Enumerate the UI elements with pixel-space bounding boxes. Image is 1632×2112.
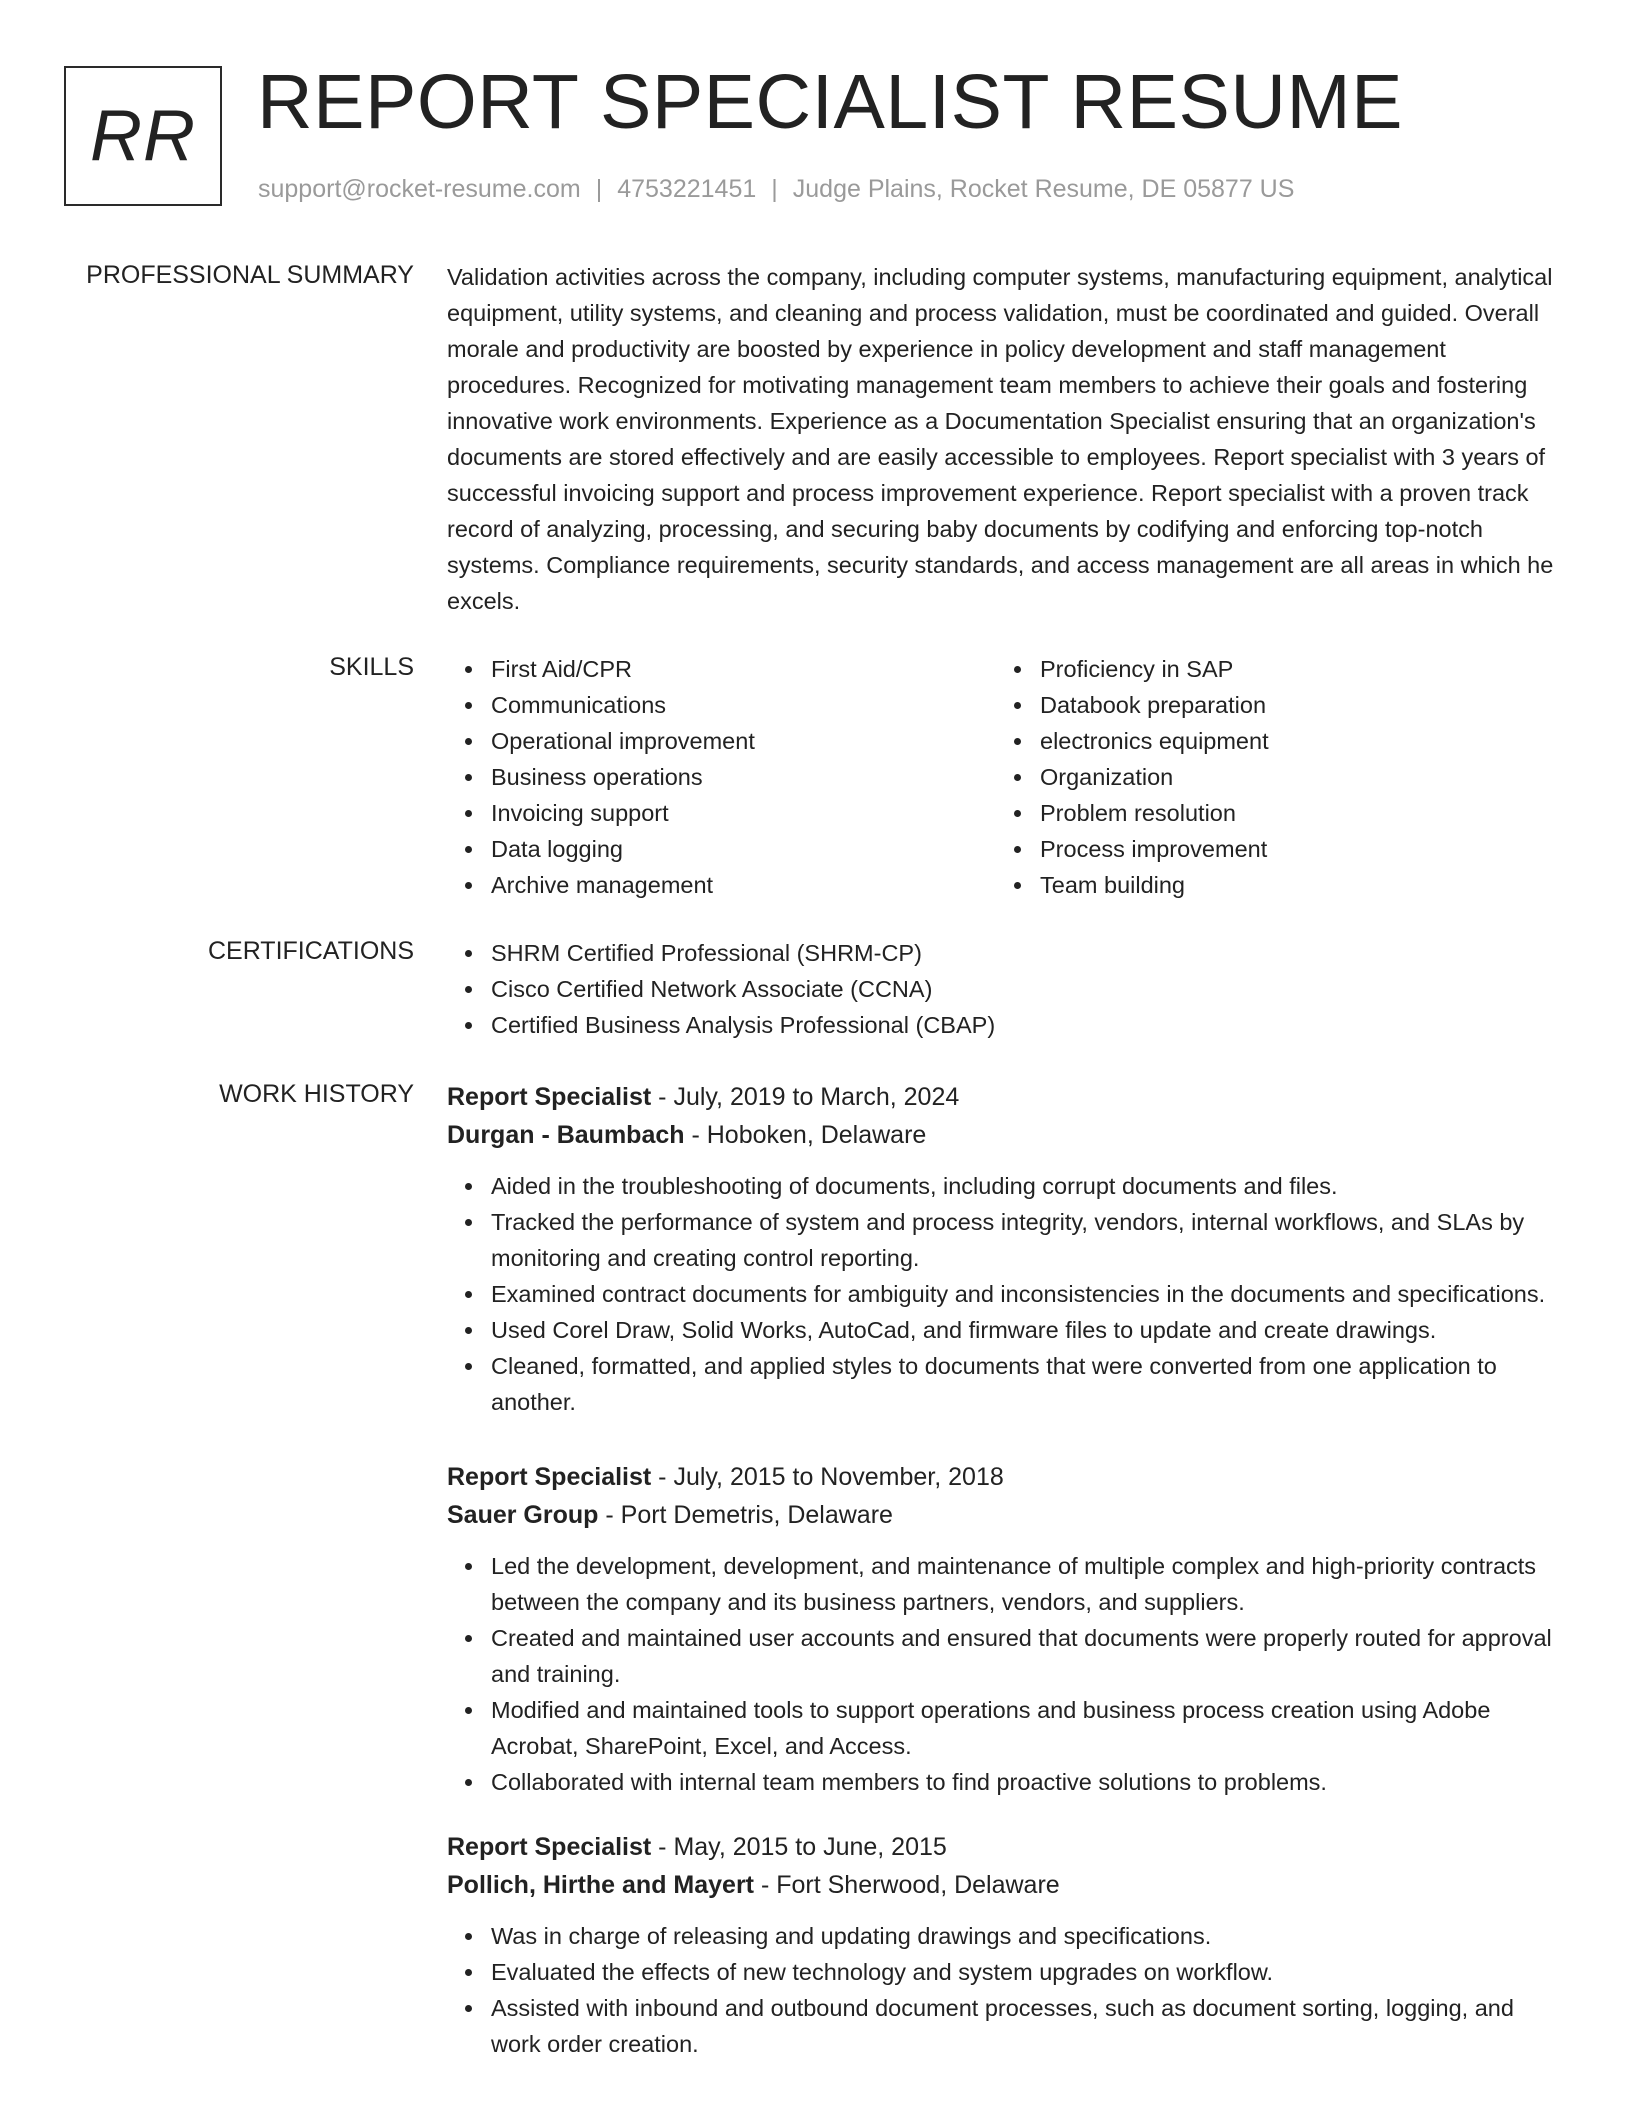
section-label-skills: SKILLS: [329, 653, 414, 681]
job-bullet: Tracked the performance of system and process integrity, vendors, internal workflows, and SLAs by monitoring and creating control reporting.: [491, 1204, 1562, 1276]
skill-item: Proficiency in SAP: [1040, 651, 1545, 687]
summary-text: Validation activities across the company, including computer systems, manufacturing equipment, analytical equipment, utility systems, and cleaning and process validation, must be coordinated and guided. Overall morale and productivity are boosted by experience in policy development and staff management procedures. Recognized for motivating management team members to achieve their goals and fostering innovative work environments. Experience as a Documentation Specialist ensuring that an organization's documents are stored effectively and are easily accessible to employees. Report specialist with 3 years of successful invoicing support and process improvement experience. Report specialist with a proven track record of analyzing, processing, and securing baby documents by codifying and enforcing top-notch systems. Compliance requirements, security standards, and access management are all areas in which he excels.: [447, 264, 1554, 614]
job-bullet: Aided in the troubleshooting of documents, including corrupt documents and files.: [491, 1168, 1562, 1204]
job-entry: [447, 1828, 1562, 2062]
job-bullet: Led the development, development, and maintenance of multiple complex and high-priority contracts between the company and its business partners, vendors, and suppliers.: [491, 1548, 1562, 1620]
certification-item: SHRM Certified Professional (SHRM-CP): [491, 935, 1562, 971]
job-bullets: [447, 1548, 1562, 1800]
job-bullet: Was in charge of releasing and updating drawings and specifications.: [491, 1918, 1562, 1954]
job-title-line: [447, 1078, 1562, 1116]
skill-item: Archive management: [491, 867, 996, 903]
section-label-summary: PROFESSIONAL SUMMARY: [86, 261, 414, 289]
section-label-certifications: CERTIFICATIONS: [207, 937, 414, 965]
job-title-line: [447, 1458, 1562, 1496]
job-bullet: Modified and maintained tools to support operations and business process creation using Adobe Acrobat, SharePoint, Excel, and Access.: [491, 1692, 1562, 1764]
job-bullet: Assisted with inbound and outbound document processes, such as document sorting, logging, and work order creation.: [491, 1990, 1562, 2062]
certifications-body: [447, 935, 1562, 1043]
job-title: Report Specialist: [447, 1833, 652, 1861]
job-title: Report Specialist: [447, 1083, 652, 1111]
job-title: Report Specialist: [447, 1463, 652, 1491]
contact-separator: |: [771, 175, 778, 203]
job-entry: [447, 1078, 1562, 1420]
job-dates: - July, 2015 to November, 2018: [651, 1463, 1004, 1491]
skill-item: Organization: [1040, 759, 1545, 795]
job-company-line: [447, 1866, 1562, 1904]
certification-item: Cisco Certified Network Associate (CCNA): [491, 971, 1562, 1007]
skills-body: [447, 651, 1562, 903]
contact-line: [258, 174, 1294, 204]
job-company: Pollich, Hirthe and Mayert: [447, 1871, 755, 1899]
certifications-list: [447, 935, 1562, 1043]
monogram-initials: RR: [90, 96, 196, 176]
skill-item: Communications: [491, 687, 996, 723]
job-company: Sauer Group: [447, 1501, 599, 1529]
job-bullet: Collaborated with internal team members to find proactive solutions to problems.: [491, 1764, 1562, 1800]
skill-item: Invoicing support: [491, 795, 996, 831]
work-history-body: [447, 1078, 1562, 2082]
skill-item: Operational improvement: [491, 723, 996, 759]
job-dates: - May, 2015 to June, 2015: [651, 1833, 947, 1861]
job-title-line: [447, 1828, 1562, 1866]
job-bullets: [447, 1918, 1562, 2062]
skills-list-left: [447, 651, 996, 903]
monogram-logo: [64, 66, 222, 206]
section-label-work-history: WORK HISTORY: [219, 1080, 414, 1108]
job-company: Durgan - Baumbach: [447, 1121, 685, 1149]
job-bullet: Examined contract documents for ambiguity and inconsistencies in the documents and specifications.: [491, 1276, 1562, 1312]
certification-item: Certified Business Analysis Professional (CBAP): [491, 1007, 1562, 1043]
skill-item: Team building: [1040, 867, 1545, 903]
job-dates: - July, 2019 to March, 2024: [651, 1083, 960, 1111]
job-bullet: Used Corel Draw, Solid Works, AutoCad, and firmware files to update and create drawings.: [491, 1312, 1562, 1348]
contact-email: support@rocket-resume.com: [258, 175, 581, 203]
job-location: - Fort Sherwood, Delaware: [754, 1871, 1060, 1899]
skill-item: Data logging: [491, 831, 996, 867]
contact-address: Judge Plains, Rocket Resume, DE 05877 US: [792, 175, 1295, 203]
skill-item: Business operations: [491, 759, 996, 795]
contact-phone: 4753221451: [617, 175, 757, 203]
resume-title: REPORT SPECIALIST RESUME: [257, 59, 1403, 145]
job-location: - Port Demetris, Delaware: [598, 1501, 893, 1529]
skill-item: Databook preparation: [1040, 687, 1545, 723]
contact-separator: |: [595, 175, 603, 203]
job-location: - Hoboken, Delaware: [684, 1121, 927, 1149]
job-company-line: [447, 1116, 1562, 1154]
job-entry: [447, 1458, 1562, 1800]
skill-item: electronics equipment: [1040, 723, 1545, 759]
skill-item: Process improvement: [1040, 831, 1545, 867]
job-bullet: Evaluated the effects of new technology and system upgrades on workflow.: [491, 1954, 1562, 1990]
skill-item: First Aid/CPR: [491, 651, 996, 687]
job-bullet: Cleaned, formatted, and applied styles to documents that were converted from one application to another.: [491, 1348, 1562, 1420]
job-bullet: Created and maintained user accounts and ensured that documents were properly routed for approval and training.: [491, 1620, 1562, 1692]
job-company-line: [447, 1496, 1562, 1534]
job-bullets: [447, 1168, 1562, 1420]
skill-item: Problem resolution: [1040, 795, 1545, 831]
skills-list-right: [996, 651, 1545, 903]
summary-body: [447, 259, 1562, 619]
